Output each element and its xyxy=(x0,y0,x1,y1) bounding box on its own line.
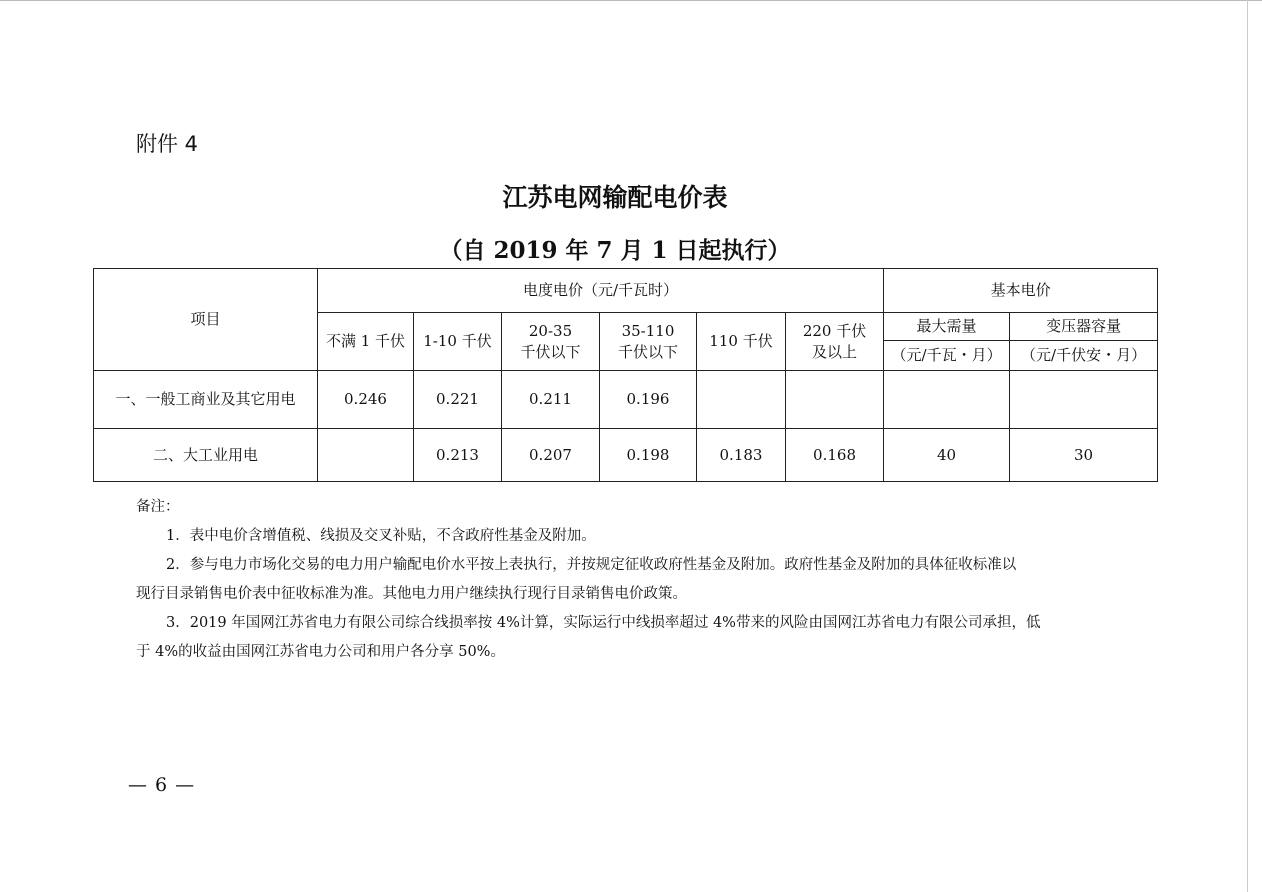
attachment-label: 附件 4 xyxy=(136,132,199,156)
voltage-header: 35-110 千伏以下 xyxy=(600,313,697,371)
page-number: — 6 — xyxy=(128,774,196,796)
row-label: 二、大工业用电 xyxy=(94,429,318,482)
energy-price-cell: 0.196 xyxy=(600,371,697,429)
demand-header: 最大需量 xyxy=(884,313,1010,341)
basic-price-header: 基本电价 xyxy=(884,269,1158,313)
voltage-header: 1-10 千伏 xyxy=(414,313,502,371)
notes-section xyxy=(136,493,1106,667)
item-header: 项目 xyxy=(94,269,318,371)
voltage-header: 110 千伏 xyxy=(697,313,786,371)
energy-price-cell xyxy=(786,371,884,429)
document-subtitle: （自 2019 年 7 月 1 日起执行） xyxy=(439,237,791,264)
energy-price-header: 电度电价（元/千瓦时） xyxy=(318,269,884,313)
row-label: 一、一般工商业及其它用电 xyxy=(94,371,318,429)
energy-price-cell: 0.198 xyxy=(600,429,697,482)
voltage-header: 20-35 千伏以下 xyxy=(502,313,600,371)
note-2-line-1: 2．参与电力市场化交易的电力用户输配电价水平按上表执行，并按规定征收政府性基金及附加。政府性基金及附加的具体征收标准以 xyxy=(166,557,1017,573)
note-3-line-1: 3．2019 年国网江苏省电力有限公司综合线损率按 4%计算，实际运行中线损率超过 4%带来的风险由国网江苏省电力有限公司承担，低 xyxy=(166,615,1041,631)
energy-price-cell: 0.221 xyxy=(414,371,502,429)
capacity-unit: （元/千伏安・月） xyxy=(1010,341,1158,371)
tariff-table xyxy=(93,268,1158,482)
voltage-header: 220 千伏 及以上 xyxy=(786,313,884,371)
capacity-price-cell xyxy=(1010,371,1158,429)
energy-price-cell xyxy=(318,429,414,482)
energy-price-cell: 0.183 xyxy=(697,429,786,482)
document-title: 江苏电网输配电价表 xyxy=(502,183,728,212)
notes-heading: 备注： xyxy=(136,499,180,515)
energy-price-cell xyxy=(697,371,786,429)
capacity-price-cell: 30 xyxy=(1010,429,1158,482)
demand-price-cell xyxy=(884,371,1010,429)
demand-price-cell: 40 xyxy=(884,429,1010,482)
note-2-line-2: 现行目录销售电价表中征收标准为准。其他电力用户继续执行现行目录销售电价政策。 xyxy=(136,586,687,602)
energy-price-cell: 0.207 xyxy=(502,429,600,482)
note-1: 1．表中电价含增值税、线损及交叉补贴，不含政府性基金及附加。 xyxy=(166,528,596,544)
demand-unit: （元/千瓦・月） xyxy=(884,341,1010,371)
energy-price-cell: 0.168 xyxy=(786,429,884,482)
energy-price-cell: 0.246 xyxy=(318,371,414,429)
capacity-header: 变压器容量 xyxy=(1010,313,1158,341)
page-border-top xyxy=(0,0,1262,1)
table-row xyxy=(94,371,1158,429)
energy-price-cell: 0.213 xyxy=(414,429,502,482)
energy-price-cell: 0.211 xyxy=(502,371,600,429)
note-3-line-2: 于 4%的收益由国网江苏省电力公司和用户各分享 50%。 xyxy=(136,644,505,660)
page-border-right xyxy=(1247,0,1248,892)
voltage-header: 不满 1 千伏 xyxy=(318,313,414,371)
table-row xyxy=(94,429,1158,482)
